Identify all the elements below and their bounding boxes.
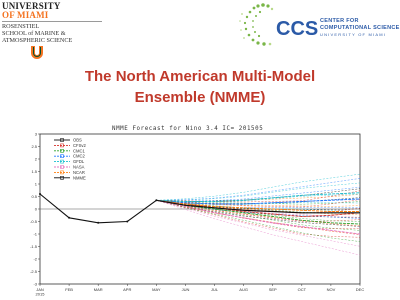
y-tick-label: -3 xyxy=(33,281,37,287)
slide-title xyxy=(0,66,400,108)
legend-label-cmc2: CMC2 xyxy=(73,153,85,159)
legend-label-cfsv2: CFSv2 xyxy=(73,142,86,148)
chart-svg xyxy=(30,118,368,300)
chart-title: NMME Forecast for Nino 3.4 IC= 201505 xyxy=(112,126,264,132)
y-tick-label: 1 xyxy=(34,181,37,187)
ccs-name-line2: COMPUTATIONAL SCIENCE xyxy=(320,25,400,31)
x-tick-label: APR xyxy=(123,287,132,292)
ccs-name-line1: CENTER FOR xyxy=(320,18,359,24)
legend-label-obs: OBS xyxy=(73,137,82,143)
slide-title-line2: Ensemble (NMME) xyxy=(134,89,266,106)
observed-point xyxy=(39,193,41,195)
y-tick-label: -2.5 xyxy=(30,269,37,274)
observed-point xyxy=(126,221,128,223)
school-name-line2: SCHOOL of MARINE & xyxy=(2,30,66,37)
x-tick-label: JUL xyxy=(210,287,219,292)
school-name-line1: ROSENSTIEL xyxy=(2,23,40,30)
nmme-forecast-chart xyxy=(30,118,368,300)
x-tick-label: NOV xyxy=(326,287,336,292)
legend-label-gfdl: GFDL xyxy=(73,159,85,165)
legend-label-ncar: NCAR xyxy=(73,169,85,175)
y-tick-label: 0 xyxy=(34,206,37,212)
ccs-logo-block xyxy=(220,0,400,60)
observed-point xyxy=(97,222,99,224)
legend-label-nasa: NASA xyxy=(73,164,85,170)
observed-point xyxy=(155,199,157,201)
y-tick-label: 1.5 xyxy=(31,169,37,174)
x-tick-label: AUG xyxy=(239,287,248,292)
ccs-name-line3: UNIVERSITY OF MIAMI xyxy=(320,32,387,37)
slide-title-line1: The North American Multi-Model xyxy=(84,68,316,85)
ccs-abbreviation: CCS xyxy=(276,18,319,40)
y-tick-label: 2.5 xyxy=(31,144,37,149)
university-name-line2: OF MIAMI xyxy=(2,10,49,20)
legend-label-cmc1: CMC1 xyxy=(73,148,85,154)
x-tick-label: MAY xyxy=(152,287,161,292)
x-tick-label: JAN xyxy=(36,287,44,292)
x-tick-label: FEB xyxy=(65,287,73,292)
u-logo-icon xyxy=(30,45,44,59)
y-tick-label: 0.5 xyxy=(31,194,37,199)
school-name xyxy=(2,23,72,44)
y-tick-label: -1 xyxy=(33,231,37,237)
university-name-line1: UNIVERSITY xyxy=(2,1,61,11)
university-logo-block xyxy=(0,0,130,60)
y-tick-label: -0.5 xyxy=(30,219,37,224)
divider xyxy=(2,21,102,22)
x-tick-label: MAR xyxy=(93,287,103,292)
x-tick-label: JUN xyxy=(181,287,190,292)
x-tick-label: SEP xyxy=(268,287,277,292)
legend-label-nmme: NMME xyxy=(73,175,86,181)
y-tick-label: -1.5 xyxy=(30,244,37,249)
x-tick-label: DEC xyxy=(355,287,365,292)
school-name-line3: ATMOSPHERIC SCIENCE xyxy=(2,37,73,44)
x-tick-label: OCT xyxy=(297,287,307,292)
x-tick-label: 2015 xyxy=(35,291,45,297)
y-tick-label: 3 xyxy=(34,131,37,137)
observed-point xyxy=(68,217,70,219)
y-tick-label: -2 xyxy=(33,256,37,262)
y-tick-label: 2 xyxy=(34,156,37,162)
